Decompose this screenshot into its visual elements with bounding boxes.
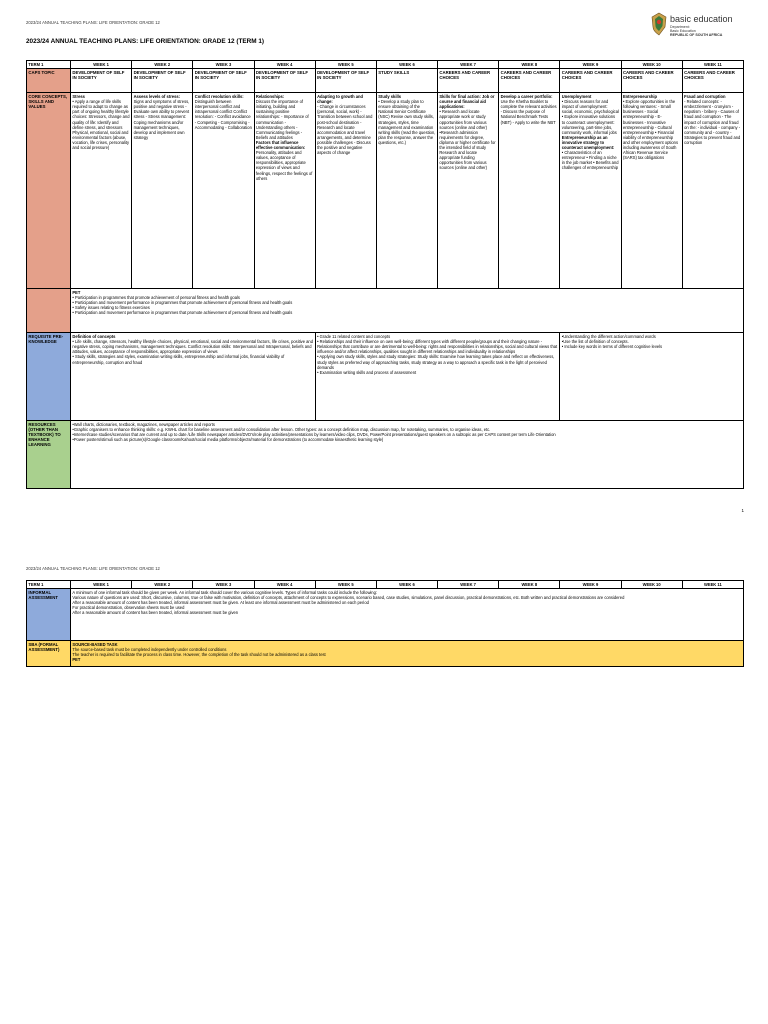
core-body: • Apply a range of life skills required to adapt to change as part of ongoing healthy lifestyle choices: Stressors, change and quality of life: Identify and define stress, and stressors Physical, emotional, social and environmental factors (abuse, vocation, life crises, personality and social pressure) [72,99,130,151]
informal-assessment-row [27,589,744,641]
week-header: WEEK 4 [254,581,315,589]
caps-topic-row [27,69,744,93]
week-header: WEEK 3 [193,61,254,69]
core-head: Relationships: [255,94,285,100]
week-header: WEEK 7 [438,61,499,69]
week-header: WEEK 3 [193,581,254,589]
logo-line-2: Basic Education [670,29,696,33]
core-cell [132,93,193,289]
core-concepts-row [27,93,744,289]
week-header: WEEK 5 [315,581,376,589]
requisite-line: • Applying own study skills, styles and study strategies: Study skills: Examine how learning takes place and reflect on effectiveness, study styles as preferred way of approaching tasks, study strategy as a way to approach a specific task in the light of perceived demands [317,354,555,370]
sba-line: The source-based task must be completed independently under controlled conditions [72,647,227,653]
requisite-line: • Examination writing skills and process of assessment [317,369,417,375]
informal-line: For practical demonstration, observation sheets must be used [72,605,185,611]
sba-cell [71,641,744,667]
week-header: WEEK 2 [132,61,193,69]
week-header: WEEK 6 [376,61,437,69]
term-label: TERM 1 [27,581,71,589]
assessment-table [26,580,744,667]
informal-line: After a reasonable amount of content has been treated, informal assessment must be given [72,610,239,616]
core-body: Distinguish between interpersonal conflict and intrapersonal conflict Conflict resolution: - Conflict avoidance - Competing - Compromising - Accommodating - Collaboration [194,99,252,130]
caps-topic: DEVELOPMENT OF SELF IN SOCIETY [315,69,376,93]
running-header: 2023/24 ANNUAL TEACHING PLANS: LIFE ORIENTATION: GRADE 12 [26,20,160,25]
logo-line-1: Department: [670,25,690,29]
core-cell [438,93,499,289]
core-body: Use the Khetha Booklet to complete the relevant activities - Discuss the purpose of National Benchmark Tests (NBT) - Apply to write the NBT [500,99,557,125]
sba-row [27,641,744,667]
core-body: Personality, attitudes and values, acceptance of responsibilities, appropriate expression of views and feelings, respect the feelings of others [255,150,313,181]
caps-topic: DEVELOPMENT OF SELF IN SOCIETY [193,69,254,93]
core-head: Study skills [378,94,402,100]
core-body: • Explore opportunities in the following ventures: - Small businesses - Social entrepreneurship - E-businesses - Innovative entrepreneurship - Cultural entrepreneurship • Financial viability of entrepreneurship and other employment options including awareness of South African Revenue Service (SARS) tax obligations [622,99,679,161]
caps-topic: CAREERS AND CAREER CHOICES [560,69,621,93]
resource-line: •Graphic organisers to enhance thinking skills: e.g. KWHL chart for baseline assessment and/or consolidation after lesson. Other types: as a concept definition map, discussion map, for notetaking, summaries, to organise ideas, etc. [72,427,491,433]
core-body: Discuss the importance of initiating, building and sustaining positive relationships: - Importance of communication - Understanding others - Communicating feelings - Beliefs and attitudes [255,99,309,140]
core-head: Unemployment [561,94,592,100]
core-head: Develop a career portfolio: [500,94,553,100]
requisite-line: • Life skills, change, stressors, healthy lifestyle choices, physical, emotional, social and environmental factors, life crises, positive and negative stress, coping mechanisms, management techniques. Conflict resolution skills: Interpersonal and Intrapersonal, beliefs and attitudes, values, acceptance of responsibilities, appropriate expression of views [72,339,313,355]
core-cell [499,93,560,289]
week-header: WEEK 9 [560,61,621,69]
caps-topic: CAREERS AND CAREER CHOICES [499,69,560,93]
caps-topic: CAREERS AND CAREER CHOICES [682,69,743,93]
week-header: WEEK 7 [438,581,499,589]
resources-row [27,421,744,489]
pet-row-label [27,289,71,333]
week-header: WEEK 10 [621,581,682,589]
core-body: Signs and symptoms of stress, positive and negative stress - Evaluate own ability to prevent stress - Stress management: Coping mechanisms and/or management techniques, develop and implement own strategy [133,99,190,140]
week-header: WEEK 9 [560,581,621,589]
page-number: 1 [741,508,744,513]
week-header: WEEK 8 [499,581,560,589]
requisite-line: •Understanding the different action/command words [561,334,656,340]
requisite-line: • Study skills, strategies and styles, examination writing skills, entrepreneurship and informal jobs, financial viability of entrepreneurship, corruption and fraud [72,354,285,365]
pet-cell [71,289,744,333]
core-head: Factors that influence effective communication: [255,139,306,151]
term1-plan-table [26,60,744,489]
pet-row [27,289,744,333]
term-label: TERM 1 [27,61,71,69]
core-cell [193,93,254,289]
core-concepts-label: CORE CONCEPTS, SKILLS AND VALUES [27,93,71,289]
caps-topic: DEVELOPMENT OF SELF IN SOCIETY [254,69,315,93]
informal-line: A minimum of one informal task should be given per week. An informal task should cover the various cognitive levels. Types of informal tasks could include the following: [72,590,377,596]
core-cell [621,93,682,289]
logo-brand: basic education [670,14,733,24]
document-title: 2023/24 ANNUAL TEACHING PLANS: LIFE ORIENTATION: GRADE 12 (TERM 1) [26,38,265,45]
core-head: Entrepreneurship as an innovative strategy to counteract unemployment: [561,134,615,151]
sba-label: SBA (FORMAL ASSESSMENT) [27,641,71,667]
requisite-row [27,333,744,421]
running-header: 2023/24 ANNUAL TEACHING PLANS: LIFE ORIENTATION: GRADE 12 [26,566,160,571]
caps-topic-label: CAPS TOPIC [27,69,71,93]
core-body: - Related concepts: - embezzlement - cronyism - nepotism - bribery - Causes of fraud and corruption - The impact of corruption and fraud on the: - individual - company - community and - country - Strategies to prevent fraud and corruption [684,99,741,145]
requisite-line: • Grade 11 related content and concepts [317,334,391,340]
requisite-line: •Use the list of definition of concepts. [561,339,629,345]
sba-line: The teacher is required to facilitate the process in class time. However, the completion of the task should not be administered as a class test [72,652,326,658]
week-header: WEEK 1 [71,61,132,69]
core-head: Adapting to growth and change: [317,94,364,105]
week-header: WEEK 10 [621,61,682,69]
core-body: - Change in circumstances (personal, social, work) - Transition between school and post-school destination - Research and locate accommodation and travel arrangements, and determine possible challenges - Discuss the positive and negative aspects of change [317,104,373,156]
requisite-line: • Relationships and their influence on own well-being: different types with different people/groups and their changing nature - Relationships that contribute or are detrimental to well-being: rights and responsibilities in relationships, social and cultural views that influence and/or affect relationships, qualities sought in different relationships and individuality in relationships [317,339,558,355]
informal-assessment-label: INFORMAL ASSESSMENT [27,589,71,641]
core-head: Assess levels of stress: [133,94,180,100]
core-head: Entrepreneurship [622,94,658,100]
core-head: Fraud and corruption [684,94,726,100]
week-header: WEEK 2 [132,581,193,589]
caps-topic: CAREERS AND CAREER CHOICES [621,69,682,93]
week-header: WEEK 6 [376,581,437,589]
week-header: WEEK 8 [499,61,560,69]
page-2 [0,520,768,1024]
pet-line: • Participation and movement performance in programmes that promote achievement of personal fitness and health goals [72,300,293,306]
core-body: • Discuss reasons for and impact of unemployment: social, economic, psychological • Explore innovative solutions to counteract unemployment: volunteering, part-time jobs, community work, informal jobs [561,99,619,135]
informal-cell [71,589,744,641]
pet-line: • Participation in programmes that promote achievement of personal fitness and health goals [72,295,240,301]
requisite-cell [560,333,744,421]
core-cell [560,93,621,289]
caps-topic: CAREERS AND CAREER CHOICES [438,69,499,93]
resource-line: •Wall charts, dictionaries, textbook, magazines, newspaper articles and reports [72,422,215,428]
core-head: Stress [72,94,85,100]
core-cell [376,93,437,289]
resources-label: RESOURCES (OTHER THAN TEXTBOOK) TO ENHANCE LEARNING [27,421,71,489]
pet-head: PET [72,290,81,296]
week-header-row [27,581,744,589]
core-body: • Characteristics of an entrepreneur • Finding a niche in the job market • Benefits and challenges of entrepreneurship [561,150,619,171]
requisite-head: Definition of concepts [72,334,116,340]
informal-line: After a reasonable amount of content has been treated, informal assessment must be given. At least one informal assessment must be administered on each period [72,600,369,606]
informal-line: Various nature of questions are used: Short, discursive, columns, true or false with motivation, definition of concepts, attachment of concepts to expressions, scenario based, case studies, simulations, panel discussion, practical demonstrations, etc. Both written and practical demonstrations are considered [72,595,625,601]
week-header: WEEK 11 [682,581,743,589]
resource-line: •Power posters/stimuli such as picture(s)/Google classroom/Kahoot/social media platforms/objects/material for demonstrations (to accommodate kinaesthetic learning style) [72,437,384,443]
week-header: WEEK 11 [682,61,743,69]
coat-of-arms-icon [650,12,668,36]
sba-pet: PET [72,657,81,663]
requisite-cell [71,333,316,421]
logo-line-3: REPUBLIC OF SOUTH AFRICA [670,33,723,37]
core-body: • Develop a study plan to ensure obtaining of the National Senior Certificate (NSC) Revise own study skills, strategies, styles, time management and examination writing skills (read the question, plan the response, answer the questions, etc.) [378,99,436,145]
week-header-row [27,61,744,69]
resources-cell [71,421,744,489]
sba-head: SOURCE-BASED TASK [72,642,118,648]
core-cell [682,93,743,289]
caps-topic: DEVELOPMENT OF SELF IN SOCIETY [132,69,193,93]
requisite-cell [315,333,560,421]
week-header: WEEK 4 [254,61,315,69]
requisite-label: REQUISITE PRE-KNOWLEDGE [27,333,71,421]
core-cell [315,93,376,289]
pet-line: • Participation and movement performance in programmes that promote achievement of personal fitness and health goals [72,310,293,316]
pet-line: • Safety issues relating to fitness exercises [72,305,150,311]
core-head: Conflict resolution skills: [194,94,244,100]
resource-line: •Internet/case studies/scenarios that are current and up to date /Life Skills newspaper articles/DVD's/role play activities/presentations by learners/video clips, DVDs, PowerPoint presentations/guest speakers on a subtopic as per CAPS content per term Life Orientation [72,432,556,438]
week-header: WEEK 5 [315,61,376,69]
dbe-logo [650,12,750,40]
week-header: WEEK 1 [71,581,132,589]
caps-topic: DEVELOPMENT OF SELF IN SOCIETY [71,69,132,93]
core-body: • Research and locate appropriate work or study opportunities from various sources (online and other) •Research admission requirements for degree, diploma or higher certificate for the intended field of study Research and locate appropriate funding opportunities from various sources (online and other) [439,109,496,171]
requisite-line: • Include key words in terms of different cognitive levels [561,344,663,350]
caps-topic: STUDY SKILLS [376,69,437,93]
core-head: Skills for final action: Job or course and financial aid applications: [439,94,495,110]
core-cell [254,93,315,289]
core-cell [71,93,132,289]
